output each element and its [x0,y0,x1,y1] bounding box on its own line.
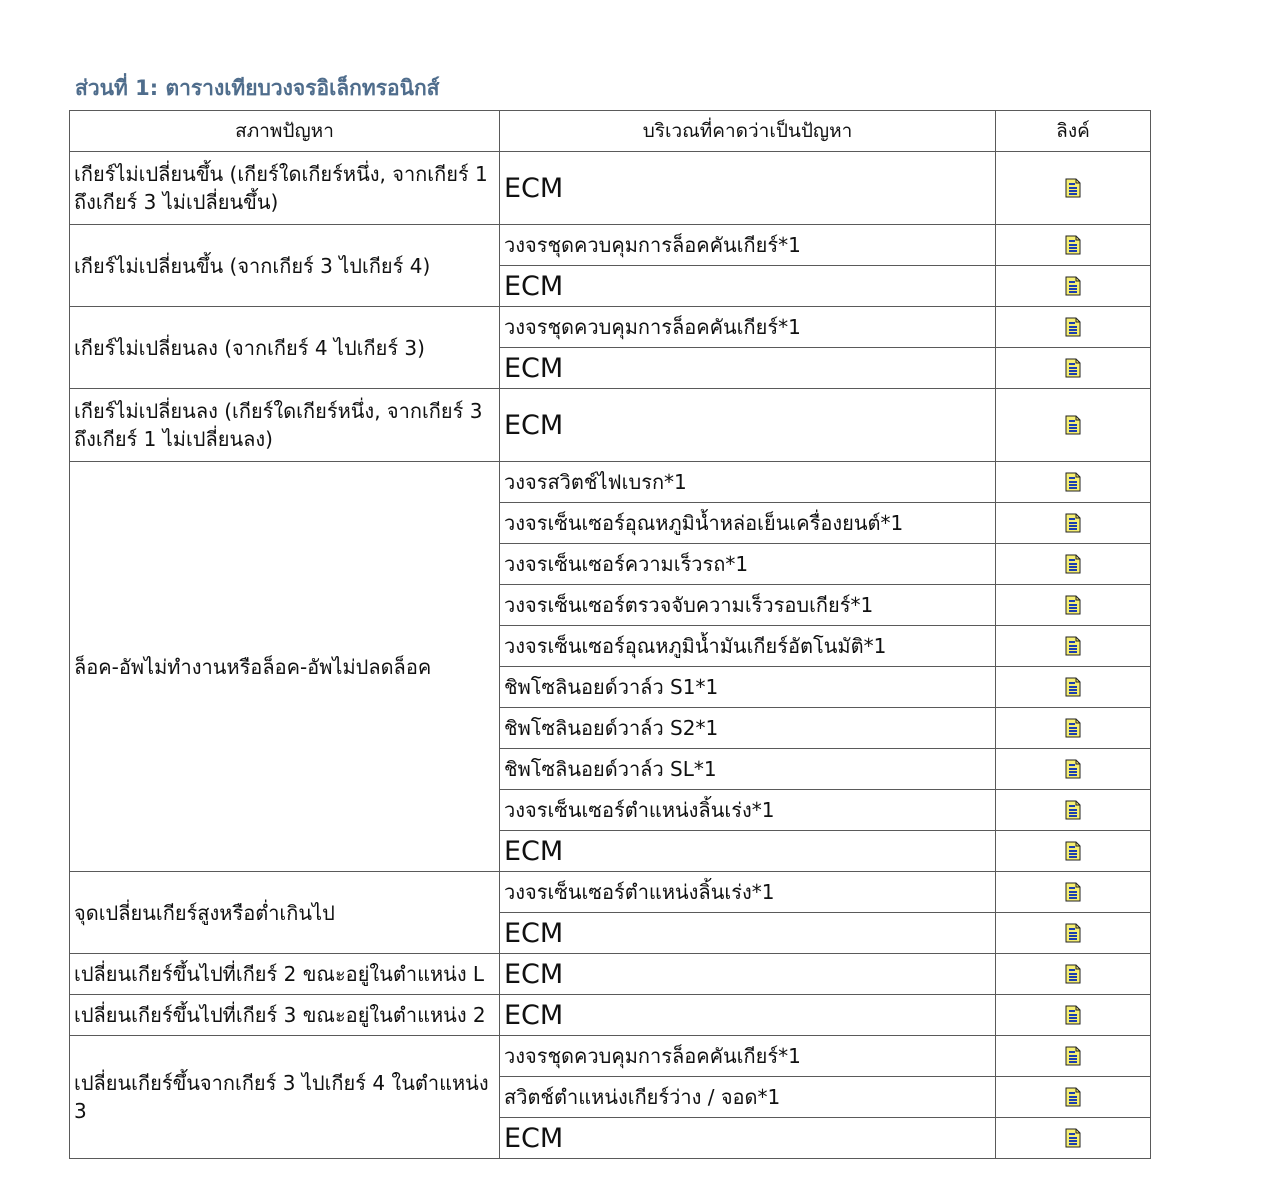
link-cell [996,266,1151,307]
suspected-area-cell: ECM [500,954,996,995]
table-body [70,152,1151,1159]
document-link-icon[interactable] [1065,276,1081,296]
table-row [70,872,1151,913]
table-row [70,225,1151,266]
suspected-area-cell: วงจรเซ็นเซอร์ตำแหน่งลิ้นเร่ง*1 [500,872,996,913]
document-link-icon[interactable] [1065,882,1081,902]
symptom-cell: เกียร์ไม่เปลี่ยนขึ้น (เกียร์ใดเกียร์หนึ่ง, จากเกียร์ 1 ถึงเกียร์ 3 ไม่เปลี่ยนขึ้น) [70,152,500,225]
document-link-icon[interactable] [1065,800,1081,820]
suspected-area-cell: วงจรสวิตช์ไฟเบรก*1 [500,462,996,503]
document-link-icon[interactable] [1065,235,1081,255]
link-cell [996,872,1151,913]
table-row [70,307,1151,348]
table-row [70,152,1151,225]
link-cell [996,544,1151,585]
link-cell [996,790,1151,831]
symptom-cell: เกียร์ไม่เปลี่ยนลง (จากเกียร์ 4 ไปเกียร์ 3) [70,307,500,389]
table-row [70,954,1151,995]
link-cell [996,1118,1151,1159]
table-row [70,462,1151,503]
header-symptom: สภาพปัญหา [70,111,500,152]
table-header-row [70,111,1151,152]
circuit-inspection-table [69,110,1151,1159]
link-cell [996,831,1151,872]
document-link-icon[interactable] [1065,415,1081,435]
suspected-area-cell: ECM [500,152,996,225]
suspected-area-cell: ECM [500,831,996,872]
symptom-cell: เปลี่ยนเกียร์ขึ้นไปที่เกียร์ 3 ขณะอยู่ในตำแหน่ง 2 [70,995,500,1036]
link-cell [996,585,1151,626]
symptom-cell: เกียร์ไม่เปลี่ยนลง (เกียร์ใดเกียร์หนึ่ง, จากเกียร์ 3 ถึงเกียร์ 1 ไม่เปลี่ยนลง) [70,389,500,462]
table-row [70,995,1151,1036]
link-cell [996,1036,1151,1077]
link-cell [996,503,1151,544]
table-row [70,1036,1151,1077]
suspected-area-cell: วงจรเซ็นเซอร์ตำแหน่งลิ้นเร่ง*1 [500,790,996,831]
section-title: ส่วนที่ 1: ตารางเทียบวงจรอิเล็กทรอนิกส์ [75,76,440,100]
suspected-area-cell: ชิพโซลินอยด์วาล์ว S1*1 [500,667,996,708]
link-cell [996,307,1151,348]
document-link-icon[interactable] [1065,513,1081,533]
table-row [70,389,1151,462]
document-link-icon[interactable] [1065,636,1081,656]
suspected-area-cell: วงจรชุดควบคุมการล็อคคันเกียร์*1 [500,225,996,266]
link-cell [996,348,1151,389]
symptom-cell: จุดเปลี่ยนเกียร์สูงหรือต่ำเกินไป [70,872,500,954]
document-link-icon[interactable] [1065,841,1081,861]
document-link-icon[interactable] [1065,923,1081,943]
symptom-cell: เปลี่ยนเกียร์ขึ้นจากเกียร์ 3 ไปเกียร์ 4 ในตำแหน่ง 3 [70,1036,500,1159]
suspected-area-cell: ECM [500,266,996,307]
link-cell [996,225,1151,266]
suspected-area-cell: วงจรเซ็นเซอร์อุณหภูมิน้ำมันเกียร์อัตโนมัติ*1 [500,626,996,667]
document-link-icon[interactable] [1065,964,1081,984]
document-link-icon[interactable] [1065,1087,1081,1107]
suspected-area-cell: วงจรเซ็นเซอร์ตรวจจับความเร็วรอบเกียร์*1 [500,585,996,626]
link-cell [996,913,1151,954]
symptom-cell: เปลี่ยนเกียร์ขึ้นไปที่เกียร์ 2 ขณะอยู่ในตำแหน่ง L [70,954,500,995]
suspected-area-cell: วงจรชุดควบคุมการล็อคคันเกียร์*1 [500,307,996,348]
document-link-icon[interactable] [1065,595,1081,615]
link-cell [996,954,1151,995]
header-suspected-area: บริเวณที่คาดว่าเป็นปัญหา [500,111,996,152]
document-link-icon[interactable] [1065,178,1081,198]
suspected-area-cell: ECM [500,389,996,462]
symptom-cell: ล็อค-อัพไม่ทำงานหรือล็อค-อัพไม่ปลดล็อค [70,462,500,872]
link-cell [996,749,1151,790]
suspected-area-cell: ชิพโซลินอยด์วาล์ว S2*1 [500,708,996,749]
suspected-area-cell: ECM [500,1118,996,1159]
suspected-area-cell: ECM [500,913,996,954]
suspected-area-cell: ECM [500,995,996,1036]
document-link-icon[interactable] [1065,472,1081,492]
document-link-icon[interactable] [1065,1005,1081,1025]
document-link-icon[interactable] [1065,358,1081,378]
link-cell [996,462,1151,503]
document-link-icon[interactable] [1065,317,1081,337]
document-link-icon[interactable] [1065,759,1081,779]
document-link-icon[interactable] [1065,718,1081,738]
document-link-icon[interactable] [1065,1046,1081,1066]
document-link-icon[interactable] [1065,677,1081,697]
header-link: ลิงค์ [996,111,1151,152]
link-cell [996,995,1151,1036]
document-link-icon[interactable] [1065,554,1081,574]
link-cell [996,389,1151,462]
suspected-area-cell: ECM [500,348,996,389]
document-link-icon[interactable] [1065,1128,1081,1148]
suspected-area-cell: วงจรชุดควบคุมการล็อคคันเกียร์*1 [500,1036,996,1077]
link-cell [996,152,1151,225]
suspected-area-cell: ชิพโซลินอยด์วาล์ว SL*1 [500,749,996,790]
suspected-area-cell: สวิตช์ตำแหน่งเกียร์ว่าง / จอด*1 [500,1077,996,1118]
link-cell [996,667,1151,708]
suspected-area-cell: วงจรเซ็นเซอร์อุณหภูมิน้ำหล่อเย็นเครื่องยนต์*1 [500,503,996,544]
suspected-area-cell: วงจรเซ็นเซอร์ความเร็วรถ*1 [500,544,996,585]
symptom-cell: เกียร์ไม่เปลี่ยนขึ้น (จากเกียร์ 3 ไปเกียร์ 4) [70,225,500,307]
link-cell [996,626,1151,667]
link-cell [996,1077,1151,1118]
link-cell [996,708,1151,749]
